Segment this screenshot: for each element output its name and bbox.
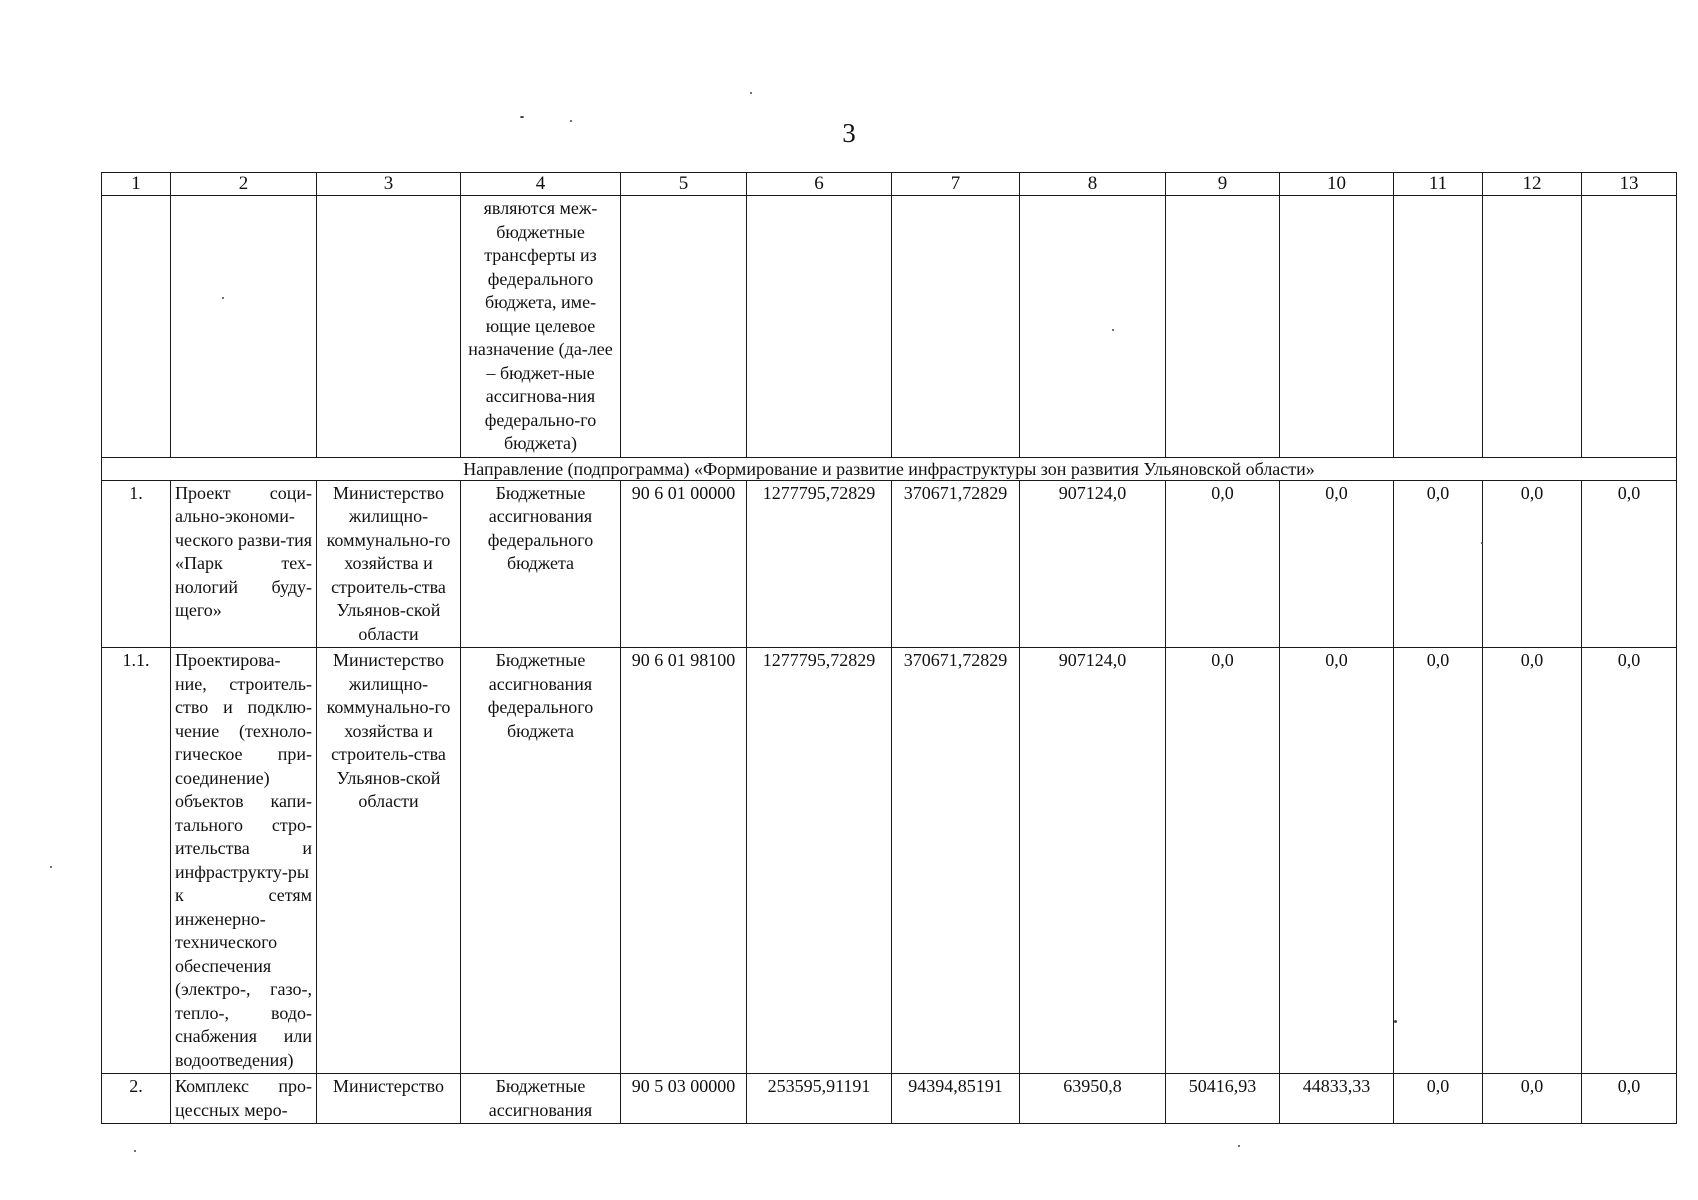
year-value: 0,0 (1166, 648, 1280, 1074)
table-row (102, 1074, 1677, 1124)
empty-cell (317, 196, 461, 458)
total-value: 1277795,72829 (747, 480, 892, 648)
year-value: 907124,0 (1020, 480, 1166, 648)
column-number-row (102, 173, 1677, 196)
empty-cell (1020, 196, 1166, 458)
year-value: 0,0 (1280, 648, 1394, 1074)
year-value: 0,0 (1483, 648, 1582, 1074)
empty-cell (747, 196, 892, 458)
executor: Министерство жилищно-коммунально-го хозяйства и строитель-ства Ульянов-ской области (317, 480, 461, 648)
empty-cell (621, 196, 747, 458)
row-number: 2. (102, 1074, 171, 1124)
year-value: 0,0 (1280, 480, 1394, 648)
executor: Министерство жилищно-коммунально-го хозяйства и строитель-ства Ульянов-ской области (317, 648, 461, 1074)
column-number: 4 (461, 173, 621, 196)
column-number: 13 (1582, 173, 1677, 196)
activity-name: Проектирова-ние, строитель-ство и подклю-чение (техноло-гическое при-соединение) объектов капи-тального стро-ительства и инфраструкту-ры к сетям инженерно-технического обеспечения (электро-, газо-, тепло-, водо-снабжения или водоотведения) (171, 648, 317, 1074)
year-value: 0,0 (1394, 480, 1483, 648)
column-number: 10 (1280, 173, 1394, 196)
empty-cell (1166, 196, 1280, 458)
executor: Министерство (317, 1074, 461, 1124)
year-value: 370671,72829 (892, 480, 1020, 648)
table-row (102, 648, 1677, 1074)
column-number: 2 (171, 173, 317, 196)
section-heading: Направление (подпрограмма) «Формирование и развитие инфраструктуры зон развития Ульяновской области» (102, 457, 1677, 480)
scan-speck (750, 92, 752, 94)
empty-cell (1394, 196, 1483, 458)
column-number: 6 (747, 173, 892, 196)
year-value: 0,0 (1394, 1074, 1483, 1124)
column-number: 5 (621, 173, 747, 196)
year-value: 0,0 (1582, 648, 1677, 1074)
budget-table (101, 172, 1677, 1124)
year-value: 44833,33 (1280, 1074, 1394, 1124)
column-number: 11 (1394, 173, 1483, 196)
year-value: 63950,8 (1020, 1074, 1166, 1124)
table-row (102, 480, 1677, 648)
year-value: 0,0 (1582, 1074, 1677, 1124)
empty-cell (1582, 196, 1677, 458)
funding-source-continuation: являются меж-бюджетные трансферты из федерального бюджета, име-ющие целевое назначение (да-лее – бюджет-ные ассигнова-ния федерально-го бюджета) (461, 196, 621, 458)
year-value: 0,0 (1166, 480, 1280, 648)
funding-source: Бюджетные ассигнования федерального бюджета (461, 480, 621, 648)
year-value: 370671,72829 (892, 648, 1020, 1074)
row-number: 1.1. (102, 648, 171, 1074)
column-number: 7 (892, 173, 1020, 196)
column-number: 3 (317, 173, 461, 196)
column-number: 12 (1483, 173, 1582, 196)
funding-source: Бюджетные ассигнования (461, 1074, 621, 1124)
column-number: 8 (1020, 173, 1166, 196)
year-value: 0,0 (1483, 480, 1582, 648)
column-number: 9 (1166, 173, 1280, 196)
year-value: 0,0 (1394, 648, 1483, 1074)
empty-cell (1483, 196, 1582, 458)
scan-speck (1112, 329, 1114, 331)
total-value: 1277795,72829 (747, 648, 892, 1074)
total-value: 253595,91191 (747, 1074, 892, 1124)
scan-speck (1238, 1145, 1240, 1147)
funding-source: Бюджетные ассигнования федерального бюджета (461, 648, 621, 1074)
section-heading-row (102, 457, 1677, 480)
year-value: 0,0 (1582, 480, 1677, 648)
empty-cell (171, 196, 317, 458)
year-value: 0,0 (1483, 1074, 1582, 1124)
scan-speck (1394, 1020, 1397, 1023)
empty-cell (102, 196, 171, 458)
empty-cell (1280, 196, 1394, 458)
budget-code: 90 5 03 00000 (621, 1074, 747, 1124)
scan-speck (520, 116, 524, 118)
budget-code: 90 6 01 00000 (621, 480, 747, 648)
row-number: 1. (102, 480, 171, 648)
scan-speck (134, 1150, 136, 1152)
year-value: 50416,93 (1166, 1074, 1280, 1124)
scan-speck (222, 297, 224, 299)
scan-speck (50, 866, 52, 868)
activity-name: Комплекс про-цессных меро- (171, 1074, 317, 1124)
empty-cell (892, 196, 1020, 458)
budget-code: 90 6 01 98100 (621, 648, 747, 1074)
scan-speck (570, 120, 572, 122)
year-value: 907124,0 (1020, 648, 1166, 1074)
continuation-row (102, 196, 1677, 458)
page-number: 3 (842, 118, 856, 148)
column-number: 1 (102, 173, 171, 196)
scan-speck (1481, 542, 1483, 544)
activity-name: Проект соци-ально-экономи-ческого разви-тия «Парк тех-нологий буду-щего» (171, 480, 317, 648)
year-value: 94394,85191 (892, 1074, 1020, 1124)
